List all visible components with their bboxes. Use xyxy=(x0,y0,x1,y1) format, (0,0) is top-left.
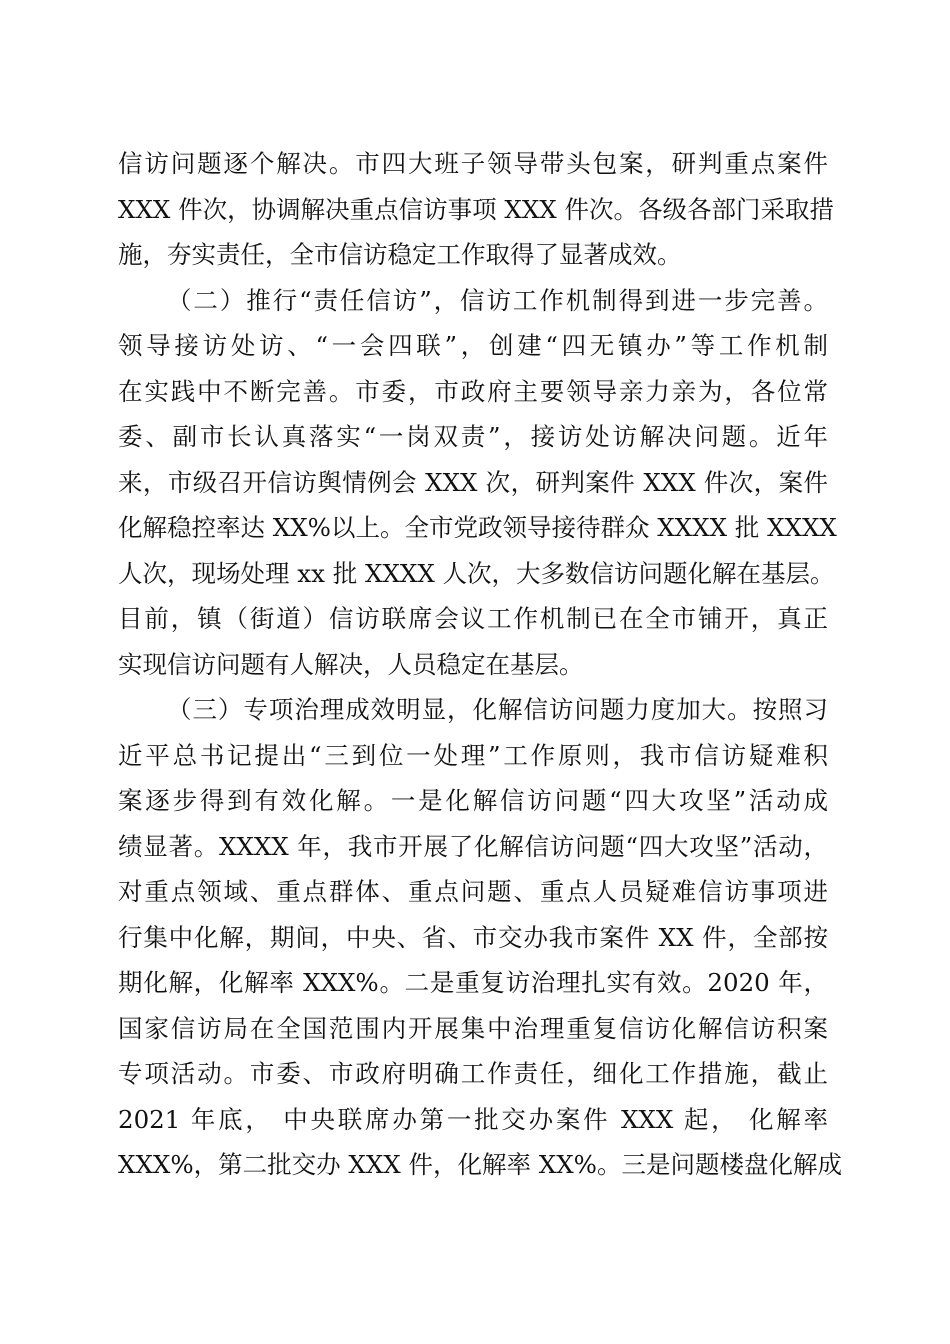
section-heading-line: （二）推行“责任信访”，信访工作机制得到进一步完善。 xyxy=(167,285,828,315)
text-line: 国家信访局在全国范围内开展集中治理重复信访化解信访积案 xyxy=(118,1013,828,1043)
text-line: 2021 年底， 中央联席办第一批交办案件 XXX 起， 化解率 xyxy=(118,1104,828,1134)
text-line: 人次，现场处理 xx 批 XXXX 人次，大多数信访问题化解在基层。 xyxy=(118,558,835,588)
text-line: 对重点领域、重点群体、重点问题、重点人员疑难信访事项进 xyxy=(118,877,828,906)
body-text xyxy=(118,141,842,1188)
text-line: 绩显著。XXXX 年，我市开展了化解信访问题“四大攻坚”活动， xyxy=(118,831,828,861)
text-line: 化解稳控率达 XX%以上。全市党政领导接待群众 XXXX 批 XXXX xyxy=(118,513,837,542)
text-line: 期化解，化解率 XXX%。二是重复访治理扎实有效。2020 年， xyxy=(118,968,828,997)
text-line: 来，市级召开信访舆情例会 XXX 次，研判案件 XXX 件次，案件 xyxy=(118,467,828,497)
text-line: 目前，镇（街道）信访联席会议工作机制已在全市铺开，真正 xyxy=(118,604,828,633)
section-heading-line: （三）专项治理成效明显，化解信访问题力度加大。按照习 xyxy=(167,695,828,724)
text-line: 行集中化解，期间，中央、省、市交办我市案件 XX 件，全部按 xyxy=(118,922,828,952)
text-line: 实现信访问题有人解决，人员稳定在基层。 xyxy=(118,649,584,679)
text-line: 案逐步得到有效化解。一是化解信访问题“四大攻坚”活动成 xyxy=(118,786,828,815)
text-line: XXX 件次，协调解决重点信访事项 XXX 件次。各级各部门采取措 xyxy=(118,194,835,224)
text-line: 领导接访处访、“一会四联”，创建“四无镇办”等工作机制 xyxy=(118,331,828,360)
text-line: 专项活动。市委、市政府明确工作责任，细化工作措施，截止 xyxy=(118,1059,828,1088)
text-line: 委、副市长认真落实“一岗双责”，接访处访解决问题。近年 xyxy=(118,422,828,451)
text-line: 施，夯实责任，全市信访稳定工作取得了显著成效。 xyxy=(118,240,682,269)
text-line: 近平总书记提出“三到位一处理”工作原则，我市信访疑难积 xyxy=(118,740,828,770)
text-line: 信访问题逐个解决。市四大班子领导带头包案，研判重点案件 xyxy=(118,149,828,178)
text-line: 在实践中不断完善。市委，市政府主要领导亲力亲为，各位常 xyxy=(118,376,828,406)
text-line: XXX%，第二批交办 XXX 件，化解率 XX%。三是问题楼盘化解成 xyxy=(118,1150,842,1179)
